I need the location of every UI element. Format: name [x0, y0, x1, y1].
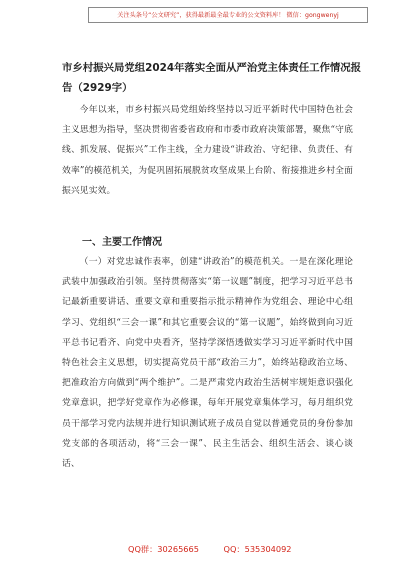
section-heading: 一、主要工作情况: [82, 237, 162, 248]
footer-contact: [128, 543, 318, 555]
intro-paragraph: 今年以来，市乡村振兴局党组始终坚持以习近平新时代中国特色社会主义思想为指导，坚决贯彻省委省政府和市委市政府决策部署，聚焦“守底线、抓发展、促振兴”工作主线，全力建设“讲政治、守纪律、负责任、有效率”的模范机关，为促巩固拓展脱贫攻坚成果上台阶、衔接推进乡村全面振兴见实效。: [62, 105, 353, 196]
header-banner: 关注头条号“公文研究”，获得最新最全最专业的公文资料库！ 微信：gongwenyj: [88, 7, 368, 23]
document-title: 市乡村振兴局党组2024年落实全面从严治党主体责任工作情况报告（2929字）: [62, 62, 362, 94]
footer-qq-group: QQ群：30265665: [128, 544, 199, 554]
intro-section: [62, 100, 353, 201]
body-section: [62, 252, 353, 474]
body-paragraph: （一）对党忠诚作表率，创建“讲政治”的模范机关。一是在深化理论武装中加强政治引领。坚持贯彻落实“第一议题”制度，把学习习近平总书记最新重要讲话、重要文章和重要指示批示精神作为党组会、理论中心组学习、党组织“三会一课”和其它重要会议的“第一议题”，始终做到向习近平总书记看齐、向党中央看齐，坚持学深悟透做实学习习近平新时代中国特色社会主义思想，切实提高党员干部“政治三力”，始终站稳政治立场、把准政治方向做到“两个维护”。二是严肃党内政治生活树牢规矩意识强化党章意识，把学好党章作为必修课，每年开展党章集体学习，每月组织党员干部学习党内法规并进行知识测试班子成员自觉以普通党员的身份参加党支部的各项活动，将“三会一课”、民主生活会、组织生活会、谈心谈话、: [62, 257, 353, 470]
footer-qq: QQ：535304092: [223, 544, 292, 554]
